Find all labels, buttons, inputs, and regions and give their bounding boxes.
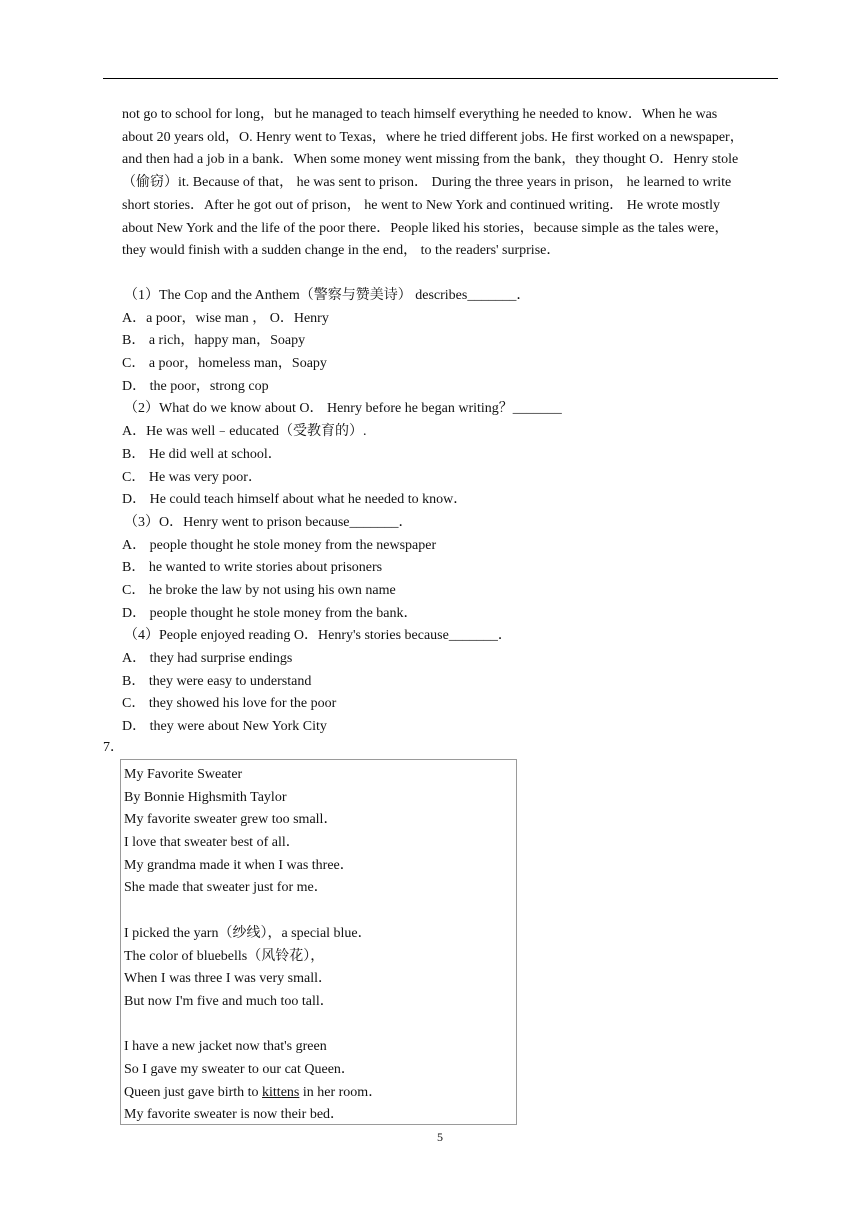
poem-text-segment: Queen just gave birth to [124,1084,263,1100]
passage-line: （偷窃）it. Because of that， he was sent to prison． During the three years in prison， he learned to write [122,175,732,191]
reading-passage [122,104,778,263]
question-1-stem: （1）The Cop and the Anthem（警察与赞美诗） describes_______． [124,288,531,303]
poem-line: I picked the yarn（纱线），a special blue． [124,925,372,941]
passage-line: about 20 years old，O. Henry went to Texas，where he tried different jobs. He first worked on a newspaper， [122,129,744,145]
poem-title: My Favorite Sweater [124,767,243,782]
question-4-option-c[interactable]: C． they showed his love for the poor [122,696,337,712]
question-2-option-d[interactable]: D． He could teach himself about what he needed to know． [122,492,468,508]
question-1-option-a[interactable]: A．a poor，wise man ， O．Henry [122,310,329,326]
question-4-option-a[interactable]: A． they had surprise endings [122,651,293,666]
question-4-stem: （4）People enjoyed reading O．Henry's stories because_______． [124,628,512,644]
question-1-option-b[interactable]: B． a rich，happy man，Soapy [122,333,306,349]
question-list [122,285,778,739]
poem-line-kittens [124,1082,382,1105]
header-rule [103,78,778,79]
stanza-gap [124,900,382,923]
poem-line: The color of bluebells（风铃花）， [124,948,325,964]
page-number: 5 [437,1130,443,1144]
poem-author: By Bonnie Highsmith Taylor [124,789,287,805]
poem-line: She made that sweater just for me． [124,880,328,896]
question-4-option-b[interactable]: B． they were easy to understand [122,673,312,689]
question-1-option-c[interactable]: C． a poor，homeless man，Soapy [122,356,327,372]
passage-line: about New York and the life of the poor there．People liked his stories，because simple as the tales were， [122,220,729,236]
question-2-stem: （2）What do we know about O． Henry before he began writing？_______ [124,401,562,417]
poem-line: So I gave my sweater to our cat Queen． [124,1061,355,1077]
poem-line: But now I'm five and much too tall． [124,993,334,1009]
underlined-word: kittens [262,1084,300,1100]
poem-line: I have a new jacket now that's green [124,1039,327,1055]
question-2-option-c[interactable]: C． He was very poor． [122,469,262,485]
passage-line: not go to school for long，but he managed to teach himself everything he needed to know．When he was [122,107,718,122]
poem-box [120,759,517,1125]
question-3-option-a[interactable]: A． people thought he stole money from the newspaper [122,537,437,553]
poem-line: When I was three I was very small． [124,971,332,987]
question-4-option-d[interactable]: D． they were about New York City [122,719,327,735]
poem-line: My favorite sweater is now their bed． [124,1107,345,1123]
question-3-option-c[interactable]: C． he broke the law by not using his own name [122,582,396,598]
question-2-option-b[interactable]: B． He did well at school． [122,446,282,462]
passage-line: and then had a job in a bank．When some money went missing from the bank，they thought O．Henry stole [122,152,739,168]
question-2-option-a[interactable]: A．He was well﹣educated（受教育的）. [122,424,367,440]
passage-line: they would finish with a sudden change in the end， to the readers' surprise． [122,243,561,259]
question-1-option-d[interactable]: D． the poor，strong cop [122,378,269,394]
question-7-number: 7． [103,740,124,755]
question-3-option-b[interactable]: B． he wanted to write stories about prisoners [122,560,383,576]
poem-text-segment: in her room． [299,1084,383,1100]
poem-line: I love that sweater best of all． [124,835,300,851]
poem-line: My grandma made it when I was three． [124,857,354,873]
passage-line: short stories．After he got out of prison， he went to New York and continued writing． He wrote mostly [122,197,721,213]
question-3-stem: （3）O．Henry went to prison because_______． [124,514,413,530]
poem-text [124,764,382,1127]
stanza-gap [124,1014,382,1037]
question-3-option-d[interactable]: D． people thought he stole money from the bank． [122,605,418,621]
poem-line: My favorite sweater grew too small． [124,812,338,828]
